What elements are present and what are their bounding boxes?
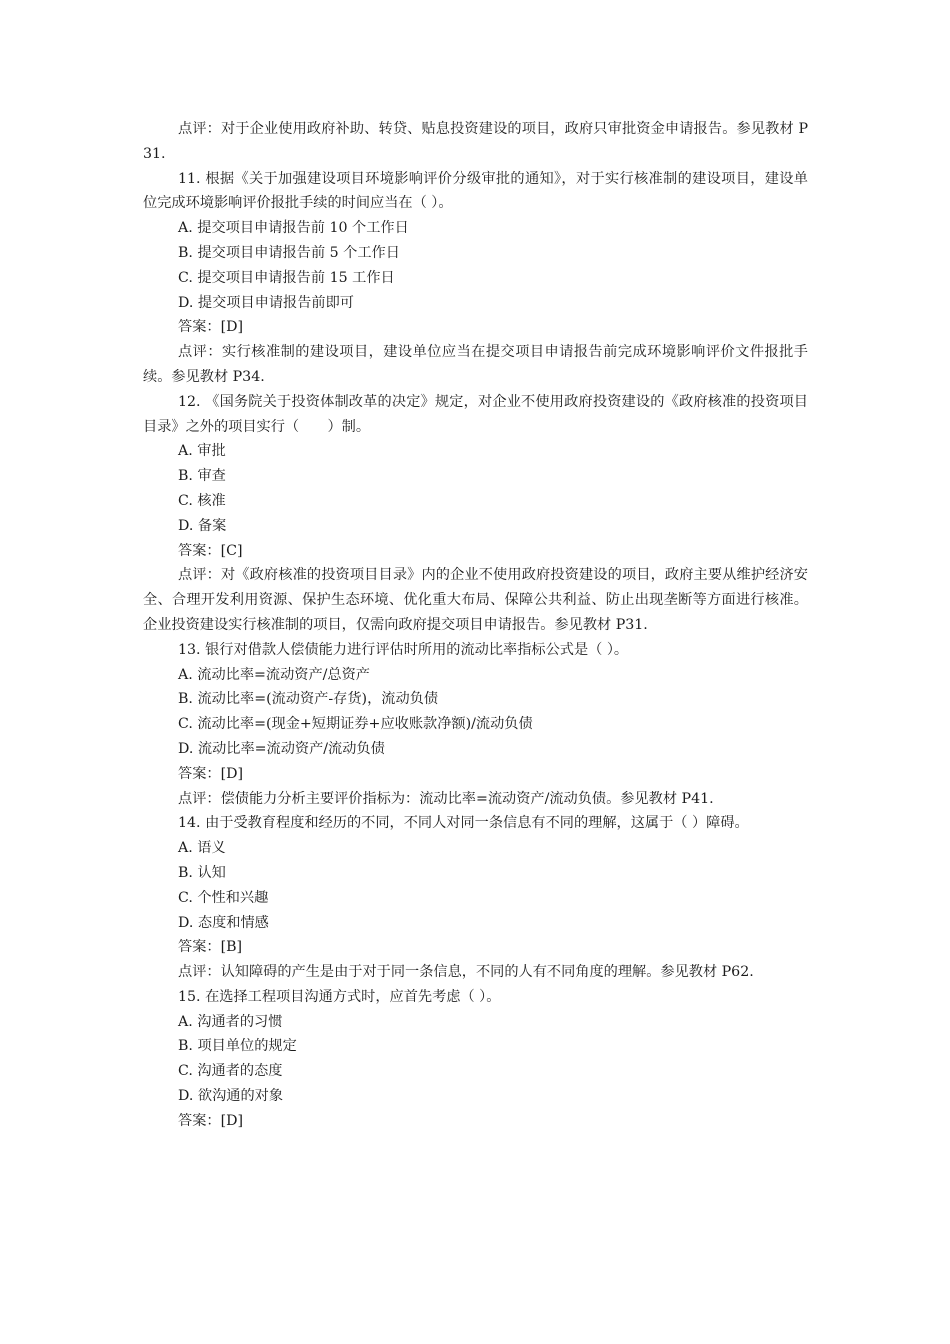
- option-d: D. 态度和情感: [178, 914, 269, 931]
- document-body: [143, 117, 808, 1134]
- option-b: B. 流动比率=(流动资产-存货)，流动负债: [178, 691, 439, 708]
- comment-paragraph: 点评：实行核准制的建设项目，建设单位应当在提交项目申请报告前完成环境影响评价文件报批手续。参见教材 P34.: [143, 344, 808, 385]
- answer-line: 答案：[B]: [178, 939, 243, 956]
- comment-paragraph: 点评：对于企业使用政府补助、转贷、贴息投资建设的项目，政府只审批资金申请报告。参见教材 P31.: [143, 121, 808, 162]
- option-c: C. 沟通者的态度: [178, 1063, 283, 1080]
- question-14: 14. 由于受教育程度和经历的不同，不同人对同一条信息有不同的理解，这属于（ ）障碍。: [178, 815, 749, 832]
- answer-line: 答案：[D]: [178, 765, 244, 782]
- option-a: A. 语义: [178, 840, 226, 857]
- question-13: 13. 银行对借款人偿债能力进行评估时所用的流动比率指标公式是（ ）。: [178, 641, 629, 658]
- comment-paragraph: 点评：认知障碍的产生是由于对于同一条信息，不同的人有不同角度的理解。参见教材 P62.: [178, 964, 754, 981]
- option-c: C. 流动比率=(现金+短期证券+应收账款净额)/流动负债: [178, 716, 533, 733]
- option-b: B. 项目单位的规定: [178, 1038, 297, 1055]
- option-a: A. 流动比率=流动资产/总资产: [178, 666, 370, 683]
- answer-line: 答案：[D]: [178, 1112, 244, 1129]
- answer-line: 答案：[D]: [178, 319, 244, 336]
- option-d: D. 提交项目申请报告前即可: [178, 294, 354, 311]
- answer-line: 答案：[C]: [178, 542, 243, 559]
- option-b: B. 提交项目申请报告前 5 个工作日: [178, 244, 400, 261]
- option-c: C. 提交项目申请报告前 15 工作日: [178, 269, 395, 286]
- option-d: D. 备案: [178, 517, 227, 534]
- comment-paragraph: 点评：对《政府核准的投资项目目录》内的企业不使用政府投资建设的项目，政府主要从维护经济安全、合理开发利用资源、保护生态环境、优化重大布局、保障公共利益、防止出现垄断等方面进行核准。企业投资建设实行核准制的项目，仅需向政府提交项目申请报告。参见教材 P31.: [143, 567, 808, 633]
- option-d: D. 欲沟通的对象: [178, 1088, 284, 1105]
- question-15: 15. 在选择工程项目沟通方式时，应首先考虑（ ）。: [178, 988, 501, 1005]
- option-b: B. 审查: [178, 468, 226, 485]
- option-a: A. 审批: [178, 443, 226, 460]
- option-b: B. 认知: [178, 864, 226, 881]
- option-a: A. 沟通者的习惯: [178, 1013, 283, 1030]
- option-c: C. 个性和兴趣: [178, 889, 269, 906]
- comment-paragraph: 点评：偿债能力分析主要评价指标为：流动比率=流动资产/流动负债。参见教材 P41.: [178, 790, 714, 807]
- option-c: C. 核准: [178, 492, 226, 509]
- question-12: 12. 《国务院关于投资体制改革的决定》规定，对企业不使用政府投资建设的《政府核准的投资项目目录》之外的项目实行（ ）制。: [143, 393, 808, 435]
- option-d: D. 流动比率=流动资产/流动负债: [178, 740, 385, 757]
- option-a: A. 提交项目申请报告前 10 个工作日: [178, 220, 409, 237]
- question-11: 11. 根据《关于加强建设项目环境影响评价分级审批的通知》，对于实行核准制的建设项目，建设单位完成环境影响评价报批手续的时间应当在（ ）。: [143, 170, 808, 212]
